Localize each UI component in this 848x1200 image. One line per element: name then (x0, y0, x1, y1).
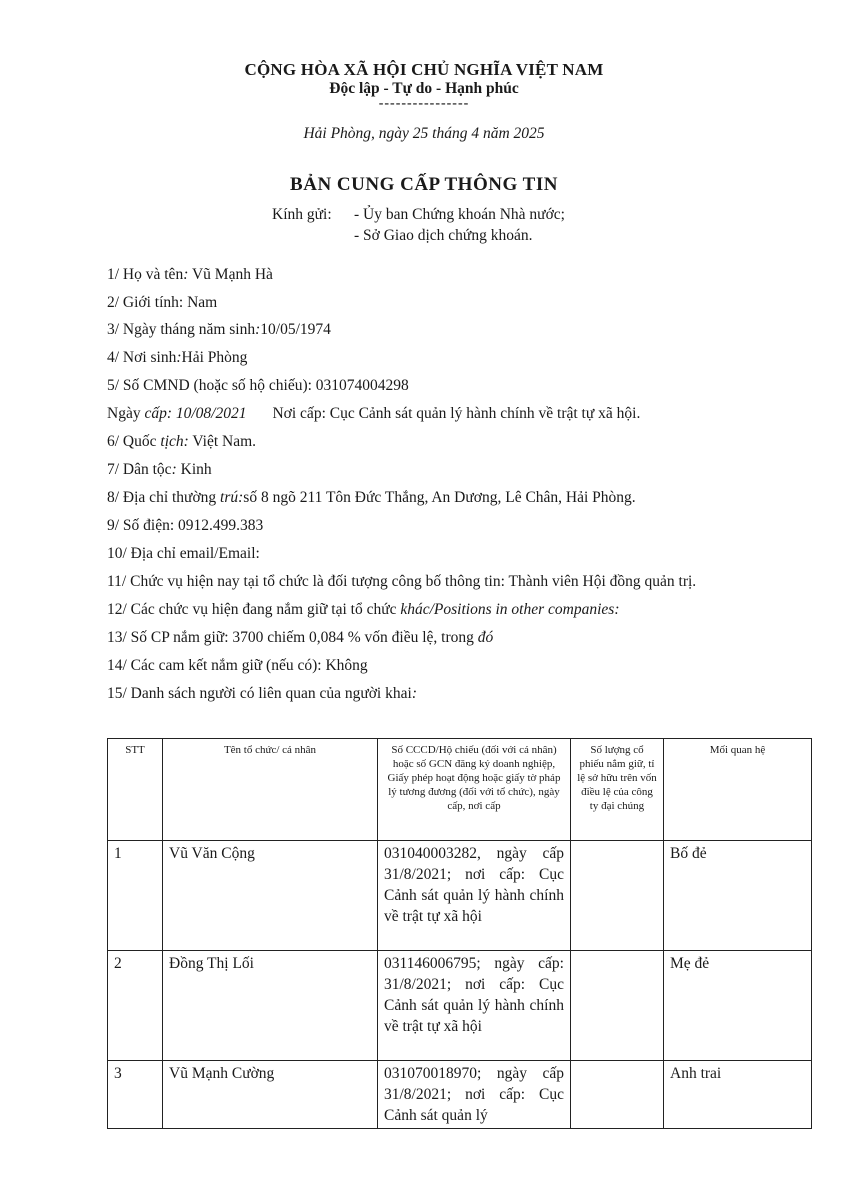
field-shares-held: 13/ Số CP nắm giữ: 3700 chiếm 0,084 % vốn điều lệ, trong đó (107, 629, 494, 646)
cell-shares (571, 1061, 664, 1129)
field-current-position: 11/ Chức vụ hiện nay tại tổ chức là đối tượng công bố thông tin: Thành viên Hội đồng quản trị. (107, 573, 697, 590)
recipient-item: - Ủy ban Chứng khoán Nhà nước; (354, 206, 565, 223)
field-birth-date: 3/ Ngày tháng năm sinh:10/05/1974 (107, 321, 331, 338)
table-row (108, 1061, 812, 1129)
field-id-number: 5/ Số CMND (hoặc số hộ chiếu): 031074004298 (107, 377, 409, 394)
cell-id-document: 031040003282, ngày cấp 31/8/2021; nơi cấp: Cục Cảnh sát quản lý hành chính về trật tự xã hội (378, 841, 571, 951)
cell-shares (571, 951, 664, 1061)
field-gender: 2/ Giới tính: Nam (107, 294, 218, 311)
document-title: BẢN CUNG CẤP THÔNG TIN (290, 174, 558, 195)
recipient-item: - Sở Giao dịch chứng khoán. (354, 227, 533, 244)
cell-stt: 3 (108, 1061, 163, 1129)
cell-relation: Mẹ đẻ (664, 951, 812, 1061)
field-commitments: 14/ Các cam kết nắm giữ (nếu có): Không (107, 657, 368, 674)
field-birth-place: 4/ Nơi sinh:Hải Phòng (107, 349, 248, 366)
header-name: Tên tổ chức/ cá nhân (163, 739, 378, 841)
field-related-persons: 15/ Danh sách người có liên quan của người khai: (107, 685, 417, 702)
cell-stt: 2 (108, 951, 163, 1061)
cell-name: Vũ Mạnh Cường (163, 1061, 378, 1129)
field-full-name: 1/ Họ và tên: Vũ Mạnh Hà (107, 266, 273, 283)
cell-id-document: 031070018970; ngày cấp 31/8/2021; nơi cấp: Cục Cảnh sát quản lý (378, 1061, 571, 1129)
field-id-issue: Ngày cấp: 10/08/2021 Nơi cấp: Cục Cảnh sát quản lý hành chính về trật tự xã hội. (107, 405, 641, 422)
header-relation: Mối quan hệ (664, 739, 812, 841)
field-ethnicity: 7/ Dân tộc: Kinh (107, 461, 212, 478)
cell-name: Vũ Văn Cộng (163, 841, 378, 951)
recipient-label: Kính gửi: (272, 206, 332, 223)
cell-relation: Bố đẻ (664, 841, 812, 951)
header-stt: STT (108, 739, 163, 841)
header-rule: ---------------- (378, 96, 470, 111)
table-row (108, 841, 812, 951)
cell-id-document: 031146006795; ngày cấp: 31/8/2021; nơi cấp: Cục Cảnh sát quản lý hành chính về trật tự xã hội (378, 951, 571, 1061)
related-persons-table (107, 738, 812, 1129)
nation-title: CỘNG HÒA XÃ HỘI CHỦ NGHĨA VIỆT NAM (244, 60, 604, 79)
header-id-document: Số CCCD/Hộ chiếu (đối với cá nhân) hoặc số GCN đăng ký doanh nghiệp, Giấy phép hoạt động hoặc giấy tờ pháp lý tương đương (đối với tổ chức), ngày cấp, nơi cấp (378, 739, 571, 841)
cell-shares (571, 841, 664, 951)
header-shares: Số lượng cổ phiếu nắm giữ, tỉ lệ sở hữu trên vốn điều lệ của công ty đại chúng (571, 739, 664, 841)
field-nationality: 6/ Quốc tịch: Việt Nam. (107, 433, 257, 450)
table-header-row (108, 739, 812, 841)
field-phone: 9/ Số điện: 0912.499.383 (107, 517, 264, 534)
cell-stt: 1 (108, 841, 163, 951)
cell-name: Đồng Thị Lối (163, 951, 378, 1061)
field-other-positions: 12/ Các chức vụ hiện đang nắm giữ tại tổ chức khác/Positions in other companies: (107, 601, 620, 618)
place-date: Hải Phòng, ngày 25 tháng 4 năm 2025 (303, 125, 545, 142)
nation-motto: Độc lập - Tự do - Hạnh phúc (329, 80, 519, 97)
field-address: 8/ Địa chỉ thường trú:số 8 ngõ 211 Tôn Đức Thắng, An Dương, Lê Chân, Hải Phòng. (107, 489, 636, 506)
field-email: 10/ Địa chỉ email/Email: (107, 545, 260, 562)
table-row (108, 951, 812, 1061)
cell-relation: Anh trai (664, 1061, 812, 1129)
